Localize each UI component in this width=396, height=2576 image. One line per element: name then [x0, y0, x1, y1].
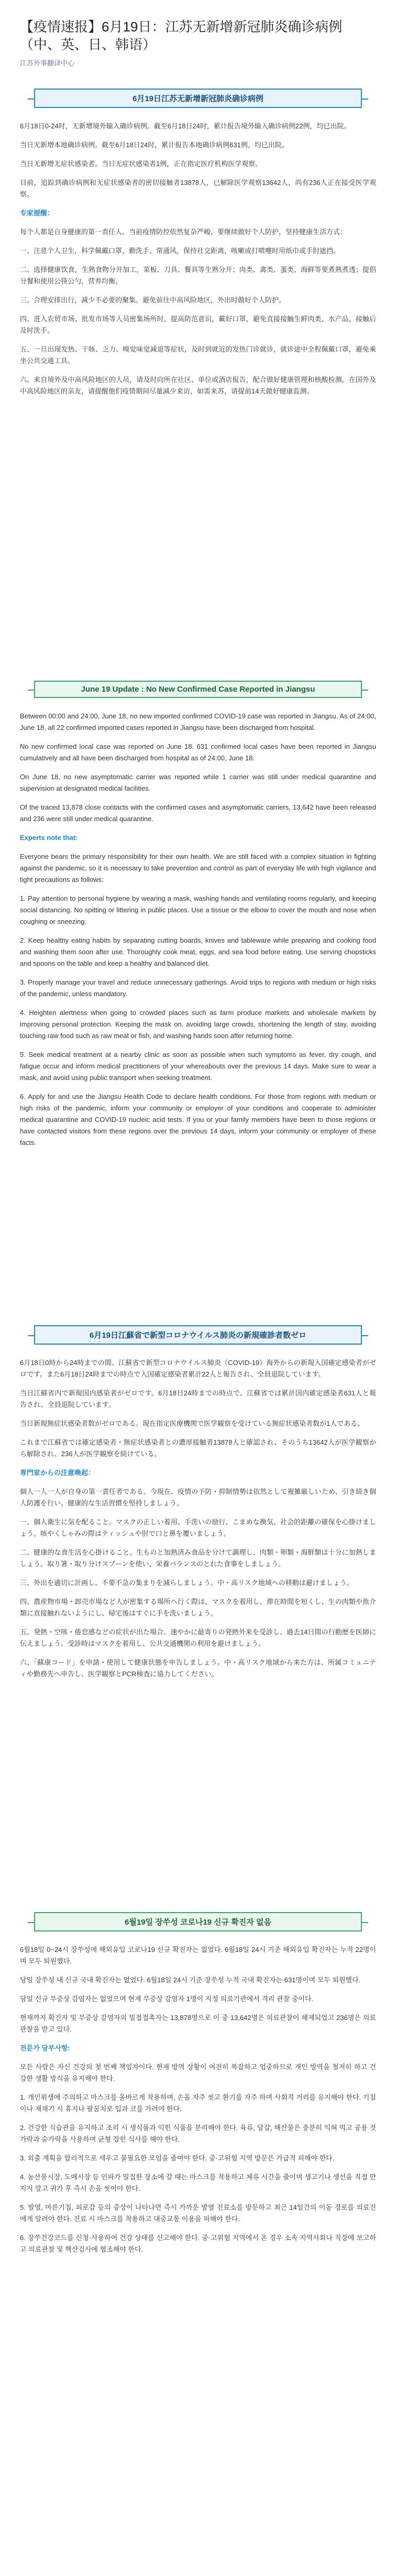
paragraph: 2. 건강한 식습관을 유지하고 조리 시 생식품과 익힌 식품을 분리해야 한다. 육류, 달걀, 해산물은 충분히 익혀 먹고 공용 젓가락과 숟가락을 사용하며 균형 잡힌 식사를 해야 한다.	[20, 2124, 376, 2143]
paragraph: 二、选择健康饮食，生熟食物分开加工，菜板、刀具、餐具等生熟分开；肉类、禽类、蛋类、海鲜等要煮熟煮透；提倡分餐和使用公筷公勺，营养均衡。	[20, 266, 376, 285]
paragraph: Between 00:00 and 24:00, June 18, no new imported confirmed COVID-19 case was reported in Jiangsu. As of 24:00, June 18, all 22 confirmed imported cases reported in Jiangsu have been discharged from hospital.	[20, 712, 376, 732]
paragraph: 모든 사람은 자신 건강의 첫 번째 책임자이다. 현재 방역 상황이 여전히 복잡하고 엄중하므로 개인 방역을 철저히 하고 건강한 생활 방식을 유지해야 한다.	[20, 2063, 376, 2082]
paragraph: 每个人都是自身健康的第一责任人。当前疫情防控依然复杂严峻，要继续做好个人防护，坚持健康生活方式：	[20, 228, 347, 236]
experts-heading: 専門家からの注意喚起：	[20, 1469, 95, 1477]
paragraph: 3. 외출 계획을 합리적으로 세우고 불필요한 모임을 줄여야 한다. 중·고위험 지역 방문은 가급적 피해야 한다.	[20, 2154, 335, 2162]
paragraph: 2. Keep healthy eating habits by separating cutting boards, knives and tableware while preparing and cooking food and washing them soon after use. Thoroughly cook meat, eggs, and sea food before eating. Use serving chopsticks and spoons on the table and keep a healthy and balanced diet.	[20, 936, 376, 967]
english-section-banner: June 19 Update : No New Confirmed Case Reported in Jiangsu	[34, 681, 362, 698]
korean-section	[20, 1898, 376, 2522]
experts-heading: 专家提醒：	[20, 209, 54, 217]
paragraph: 6月18日0時から24時までの間、江蘇省で新型コロナウイルス肺炎（COVID-19）海外からの新規入国確定感染者がゼロです。また6月18日24時までの時点で入国確定感染者累計22人と報告され、全員退院しています。	[20, 1359, 376, 1378]
paragraph: 당일 신규 무증상 감염자는 없었으며 현재 무증상 감염자 1명이 지정 의료기관에서 격리 관찰 중이다.	[20, 1995, 314, 2003]
paragraph: 5. 발열, 마른기침, 피로감 등의 증상이 나타나면 즉시 가까운 발열 진료소를 방문하고 최근 14일간의 이동 경로를 의료진에게 알려야 한다. 진료 시 마스크를 착용하고 대중교통 이용을 피해야 한다.	[20, 2203, 376, 2223]
paragraph: 五、発熱・空咳・倦怠感などの症状が出た場合、速やかに最寄りの発熱外来を受診し、過去14日間の行動歴を医師に伝えましょう。受診時はマスクを着用し、公共交通機関の利用を避けましょう。	[20, 1628, 376, 1647]
paragraph: 二、健康的な食生活を心掛けること。生ものと加熱済み食品を分けて調理し、肉類・卵類・海鮮類は十分に加熱しましょう。取り箸・取り分けスプーンを使い、栄養バランスのとれた食事をしましょう。	[20, 1548, 376, 1568]
paragraph: 1. 개인위생에 주의하고 마스크를 올바르게 착용하며, 손을 자주 씻고 환기를 자주 하며 사회적 거리를 유지해야 한다. 기침이나 재채기 시 휴지나 팔꿈치로 입과 코를 가려야 한다.	[20, 2093, 376, 2113]
paragraph: 五、一旦出现发热、干咳、乏力、嗅觉味觉减退等症状，及时到就近的发热门诊就诊，就诊途中全程佩戴口罩，避免乘坐公共交通工具。	[20, 345, 376, 365]
experts-heading: Experts note that:	[20, 834, 78, 842]
paragraph: 3. Properly manage your travel and reduce unnecessary gatherings. Avoid trips to regions with medium or high risks of the pandemic, unless mandatory.	[20, 978, 376, 998]
paragraph: 当日新規無症状感染者数がゼロである。現在指定医療機関で医学観察を受けている無症状感染者数が1人である。	[20, 1420, 365, 1427]
paragraph: 四、进入农贸市场、批发市场等人员密集场所时，提高防范意识，戴好口罩，避免直接接触生鲜肉类、水产品，接触后及时洗手。	[20, 315, 376, 334]
paragraph: 현재까지 확진자 및 무증상 감염자의 밀접접촉자는 13,878명으로 이 중 13,642명은 의료관찰이 해제되었고 236명은 의료관찰을 받고 있다.	[20, 2014, 376, 2033]
paragraph: 4. 농산물시장, 도매시장 등 인파가 밀집한 장소에 갈 때는 마스크를 착용하고 체류 시간을 줄이며 생고기나 생선을 직접 만지지 말고 귀가 후 즉시 손을 씻어야 한다.	[20, 2173, 376, 2192]
paragraph: 6. Apply for and use the Jiangsu Health Code to declare health conditions. For those from regions with medium or high risks of the pandemic, inform your community or employer of your conditions and cooperate to administer medical quarantine and COVID-19 nucleic acid tests. If you or your family members have been to those regions or have contacted visitors from these regions over the previous 14 days, inform your community or employer of these facts.	[20, 1093, 376, 1147]
korean-section-banner: 6월19일 장쑤성 코로나19 신규 확진자 없음	[34, 1912, 362, 1931]
paragraph: 目前，追踪到确诊病例和无症状感染者的密切接触者13878人，已解除医学观察13642人，尚有236人正在接受医学观察。	[20, 179, 376, 198]
paragraph: 三、外出を適切に計画し、不要不急の集まりを減らしましょう。中・高リスク地域への移動は避けましょう。	[20, 1579, 354, 1587]
experts-heading: 전문가 당부사항:	[20, 2044, 70, 2052]
paragraph: これまで江蘇省では確定感染者・無症状感染者との濃厚接触者13878人と確認され、そのうち13642人が医学観察から解除され、236人が医学観察を続けている。	[20, 1438, 376, 1458]
paragraph: Everyone bears the primary responsibility for their own health. We are still faced with a complex situation in fighting against the pandemic, so it is necessary to take prevention and control as part of everyday life with high vigilance and tight precautions as follows:	[20, 853, 376, 883]
paragraph: 当日无新增无症状感染者。当日无症状感染者1例，正在指定医疗机构医学观察。	[20, 160, 262, 168]
paragraph: 一、注意个人卫生，科学佩戴口罩，勤洗手、常通风，保持社交距离，咳嗽或打喷嚏时用纸巾或手肘遮挡。	[20, 247, 340, 255]
paragraph: 一、個人衛生に気を配ること。マスクの正しい着用、手洗いの励行、こまめな換気、社会的距離の確保を心掛けましょう。咳やくしゃみの際はティッシュや肘で口と鼻を覆いましょう。	[20, 1518, 376, 1537]
paragraph: 六、来自境外及中高风险地区的人员，请及时向所在社区、单位或酒店报告，配合做好健康管理和核酸检测。在国外及中高风险地区的亲友，请提醒他们疫情期间尽量减少来访，如需来苏，请提前14天做好健康监测。	[20, 376, 376, 395]
japanese-section	[20, 1312, 376, 1898]
article-title: 【疫情速报】6月19日：江苏无新增新冠肺炎确诊病例（中、英、日、韩语）	[20, 19, 343, 52]
paragraph: 個人一人一人が自身の第一責任者である。今現在、疫情の予防・抑制情勢は依然として複雑厳しいため、引き続き個人防護を行い、健康的な生活習慣を堅持しましょう。	[20, 1488, 376, 1507]
paragraph: 5. Seek medical treatment at a nearby clinic as soon as possible when such symptoms as fever, dry cough, and fatigue occur and inform medical practitioners of your whereabouts over the previous 14 days. Make sure to wear a mask, and avoid using public transport when seeking treatment.	[20, 1051, 376, 1082]
article-source-link[interactable]: 江苏外事翻译中心	[20, 59, 75, 67]
paragraph: 四、農産物市場・卸売市場など人が密集する場所へ行く際は、マスクを着用し、滞在時間を短くし、生の肉類や魚介類に直接触れないようにし、帰宅後はすぐに手を洗いましょう。	[20, 1598, 376, 1617]
paragraph: 4. Heighten alertness when going to crowded places such as farm produce markets and wholesale markets by improving personal protection. Keeping the mask on, avoiding large crowds, shortening the length of stay, avoiding touching raw food such as raw meat or fish, and washing hands soon after returning home.	[20, 1009, 376, 1040]
paragraph: Of the traced 13,878 close contacts with the confirmed cases and asymptomatic carriers, 13,642 have been released and 236 were still under medical quarantine.	[20, 803, 376, 823]
paragraph: 1. Pay attention to personal hygiene by wearing a mask, washing hands and ventilating rooms regularly, and keeping social distancing. No spitting or littering in public places. Use a tissue or the elbow to cover the mouth and nose when coughing or sneezing.	[20, 894, 376, 925]
japanese-section-banner: 6月19日江蘇省で新型コロナウイルス肺炎の新規確診者数ゼロ	[34, 1325, 362, 1345]
paragraph: 六、「蘇康コード」を申請・使用して健康状態を申告しましょう。中・高リスク地域から来た方は、所属コミュニティや勤務先へ申告し、医学観察とPCR検査に協力してください。	[20, 1658, 376, 1678]
chinese-section	[20, 75, 376, 667]
english-section	[20, 667, 376, 1312]
paragraph: No new confirmed local case was reported on June 18. 631 confirmed local cases have been reported in Jiangsu cumulatively and all have been discharged from hospital as of 24:00, June 18.	[20, 743, 376, 762]
paragraph: On June 18, no new asymptomatic carrier was reported while 1 carrier was still under medical quarantine and supervision at designated medical facilities.	[20, 773, 376, 792]
paragraph: 6월18일 0~24시 장쑤성에 해외유입 코로나19 신규 확진자는 없었다. 6월18일 24시 기준 해외유입 확진자는 누적 22명이며 모두 퇴원했다.	[20, 1946, 376, 1965]
paragraph: 三、合理安排出行，减少不必要的聚集。避免前往中高风险地区，外出时做好个人防护。	[20, 296, 286, 304]
paragraph: 당일 장쑤성 내 신규 국내 확진자는 없었다. 6월18일 24시 기준 장쑤성 누적 국내 확진자는 631명이며 모두 퇴원했다.	[20, 1976, 361, 1984]
paragraph: 当日无新增本地确诊病例。截至6月18日24时，累计报告本地确诊病例631例，均已出院。	[20, 141, 289, 149]
paragraph: 6. 장쑤건강코드를 신청·사용하여 건강 상태를 신고해야 한다. 중·고위험 지역에서 온 경우 소속 지역사회나 직장에 보고하고 의료관찰 및 핵산검사에 협조해야 한다.	[20, 2234, 376, 2253]
chinese-section-banner: 6月19日江苏无新增新冠肺炎确诊病例	[34, 89, 362, 108]
paragraph: 6月18日0-24时，无新增境外输入确诊病例。截至6月18日24时，累计报告境外输入确诊病例22例，均已出院。	[20, 122, 351, 130]
paragraph: 当日江蘇省内で新規国内感染者がゼロです。6月18日24時までの時点で、江蘇省では累計国内確定感染者631人と報告され、全員退院しています。	[20, 1389, 376, 1409]
